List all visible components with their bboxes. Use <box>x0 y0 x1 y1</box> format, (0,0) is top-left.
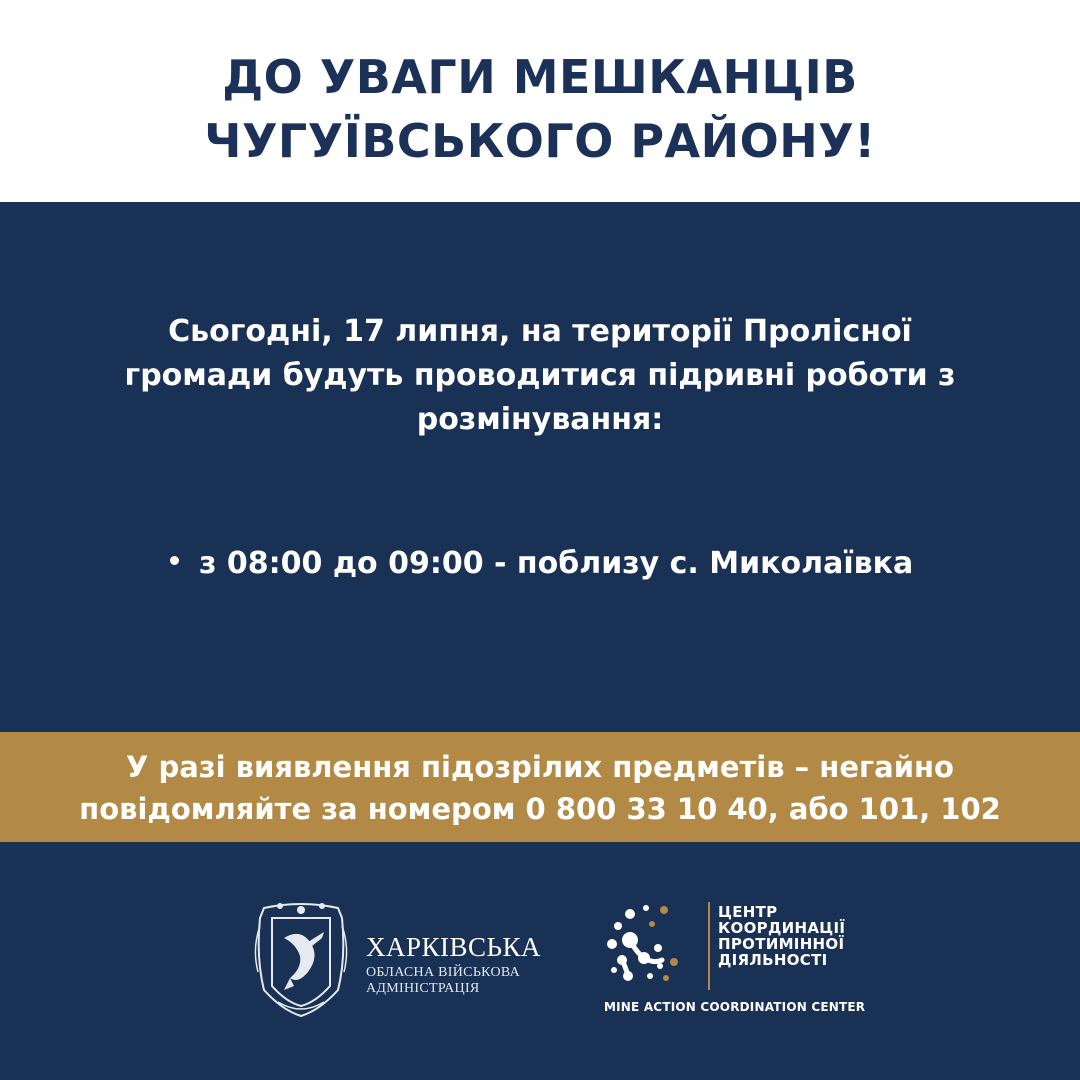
crest-icon <box>250 898 352 1018</box>
page-title-line-1: ДО УВАГИ МЕШКАНЦІВ <box>222 50 858 104</box>
notice-intro-line-2: громади будуть проводитися підривні роботи з <box>124 358 956 393</box>
notice-intro-line-1: Сьогодні, 17 липня, на території Пролісної <box>168 314 912 349</box>
mac-title-line-4: ДІЯЛЬНОСТІ <box>718 951 828 969</box>
kharkiv-admin-sub-2: АДМІНІСТРАЦІЯ <box>366 981 480 996</box>
warning-line-1: У разі виявлення підозрілих предметів – негайно <box>125 750 954 784</box>
warning-text <box>40 746 1040 830</box>
mac-title-line-1: ЦЕНТР <box>718 903 778 921</box>
header <box>0 0 1080 202</box>
warning-banner <box>0 732 1080 842</box>
mine-action-logo-icon <box>600 900 700 990</box>
notice-intro <box>90 310 990 442</box>
logo-divider <box>708 902 710 990</box>
page-title-line-2: ЧУГУЇВСЬКОГО РАЙОНУ! <box>204 114 876 168</box>
bullet-icon <box>170 556 179 565</box>
kharkiv-admin-sub-1: ОБЛАСНА ВІЙСЬКОВА <box>366 965 521 980</box>
footer <box>0 842 1080 1080</box>
list-item <box>170 542 913 586</box>
notice-intro-line-3: розмінування: <box>416 402 664 437</box>
schedule-item-text: з 08:00 до 09:00 - поблизу с. Миколаївка <box>199 546 914 581</box>
notice-panel <box>0 202 1080 732</box>
mac-title <box>718 904 845 968</box>
mac-title-line-2: КООРДИНАЦІЇ <box>718 919 846 937</box>
mac-english-name: MINE ACTION COORDINATION CENTER <box>604 1000 866 1014</box>
warning-line-2: повідомляйте за номером 0 800 33 10 40, або 101, 102 <box>79 792 1001 826</box>
kharkiv-admin-name: ХАРКІВСЬКА <box>366 932 542 962</box>
mac-title-line-3: ПРОТИМІННОЇ <box>718 935 845 953</box>
